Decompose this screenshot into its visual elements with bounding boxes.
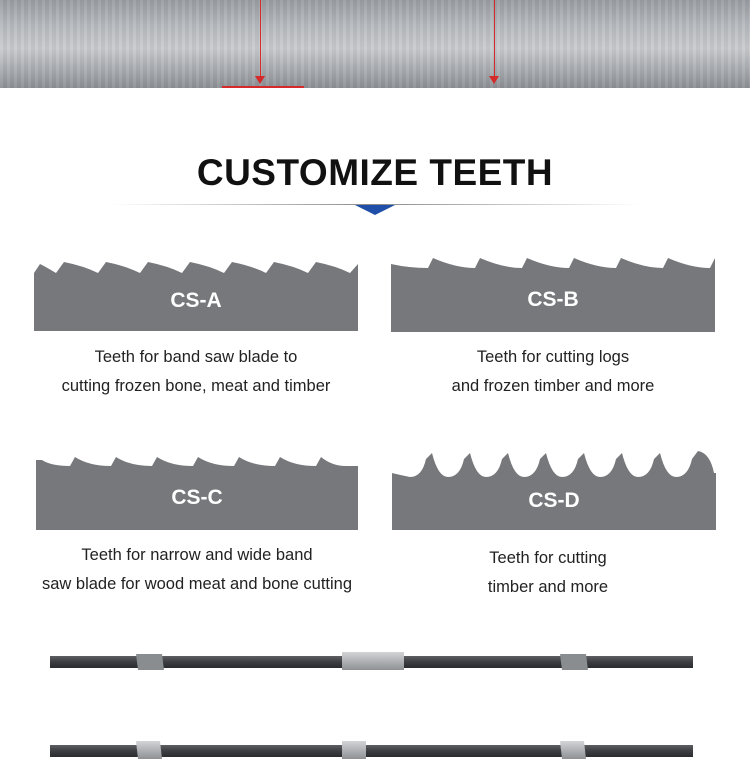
measure-arrow-right [489,76,499,84]
desc-line: and frozen timber and more [451,377,655,395]
desc-line: Teeth for narrow and wide band [81,546,313,564]
desc-line: saw blade for wood meat and bone cutting [41,575,353,593]
blade-joint-photo-2 [50,737,693,767]
measure-line-left [260,0,261,80]
title-triangle-icon [355,205,395,215]
profile-desc-cs-a [34,343,358,401]
blade-joint-shape-1 [50,648,693,678]
blade-joint-shape-2 [50,737,693,767]
tooth-profile-cs-c [36,452,358,530]
desc-line: timber and more [487,578,609,596]
tooth-profile-cs-b [391,254,715,332]
profile-code-cs-d: CS-D [528,489,580,512]
profile-code-cs-b: CS-B [527,288,579,311]
measure-baseline [222,86,304,88]
section-title: CUSTOMIZE TEETH [196,152,554,193]
profile-code-cs-a: CS-A [170,289,222,312]
desc-line: Teeth for cutting logs [476,348,630,366]
profile-desc-cs-c [36,541,358,599]
profile-desc-cs-b [391,343,715,401]
tooth-profile-cs-d [392,449,716,530]
profile-desc-cs-d [392,544,704,602]
desc-line: Teeth for band saw blade to [94,348,298,366]
top-blade-photo [0,0,750,88]
blade-joint-photo-1 [50,648,693,678]
measure-arrow-left [255,76,265,84]
profile-code-cs-c: CS-C [171,486,223,509]
measure-line-right [494,0,495,80]
tooth-profile-cs-a [34,256,358,331]
desc-line: Teeth for cutting [489,549,607,567]
desc-line: cutting frozen bone, meat and timber [61,377,331,395]
